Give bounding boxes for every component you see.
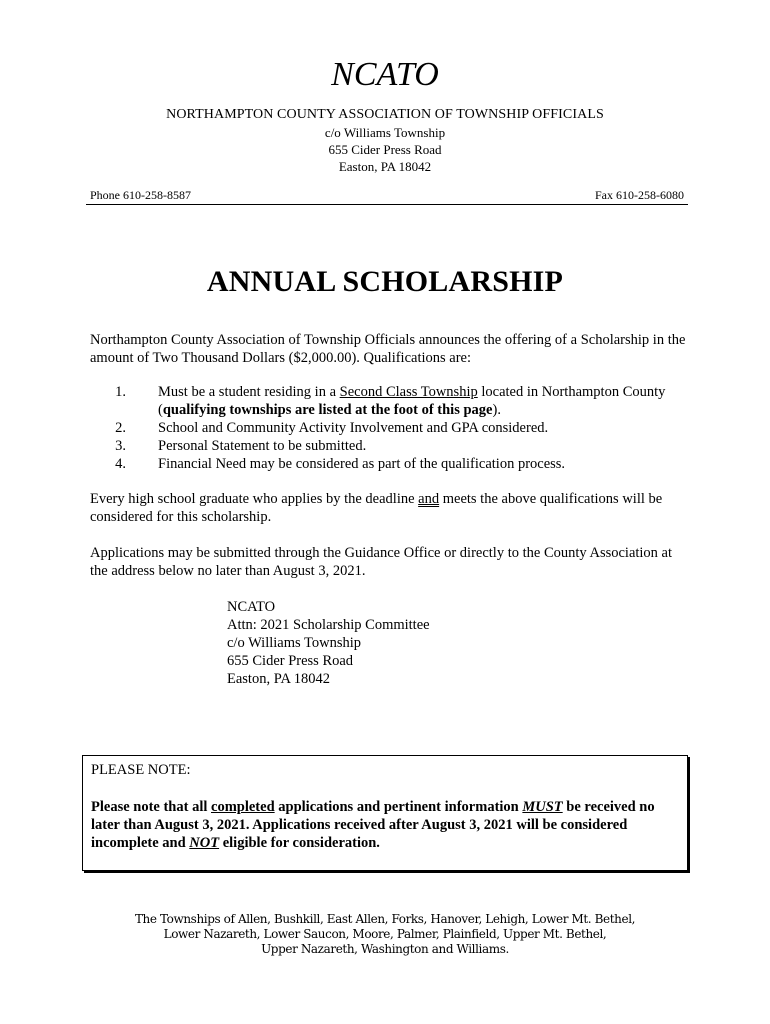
header-address-line-1: c/o Williams Township [324, 125, 446, 140]
footer-line: The Townships of Allen, Bushkill, East Allen, Forks, Hanover, Lehigh, Lower Mt. Bethel, [134, 912, 636, 926]
note-text-part: applications and pertinent information [274, 799, 523, 815]
list-item-text-part: located in Northampton County ( [158, 384, 666, 418]
header-address-line-3: Easton, PA 18042 [338, 159, 432, 174]
list-item [90, 383, 690, 419]
list-item-number: 3. [115, 438, 126, 454]
intro-paragraph: Northampton County Association of Township Officials announces the offering of a Scholarship in the amount of Two Thousand Dollars ($2,000.00). Qualifications are: [90, 332, 686, 366]
eligible-townships-footer [0, 912, 770, 957]
footer-line: Upper Nazareth, Washington and Williams. [261, 942, 509, 956]
list-item-text: School and Community Activity Involvement and GPA considered. [158, 420, 549, 436]
list-item-text-part: Must be a student residing in a [158, 384, 340, 400]
please-note-heading: PLEASE NOTE: [91, 762, 191, 778]
list-item-number: 1. [115, 384, 126, 400]
eligibility-text-part: Every high school graduate who applies by the deadline [90, 491, 419, 507]
list-item-text: Personal Statement to be submitted. [158, 438, 367, 454]
header-divider [86, 204, 688, 205]
not-emphasis: NOT [189, 835, 220, 851]
list-item-text: Financial Need may be considered as part of the qualification process. [158, 456, 566, 472]
note-text-part: Please note that all [91, 799, 212, 815]
list-item-text [158, 383, 690, 419]
note-text-part: be received no later than August 3, 2021. Applications received after August 3, 2021 will be considered incomplete and [91, 799, 655, 851]
mailing-address-line: NCATO [227, 599, 276, 615]
list-item-text-part: ). [492, 402, 501, 418]
list-item-number: 4. [115, 456, 126, 472]
qualifying-townships-note: qualifying townships are listed at the foot of this page [162, 402, 493, 418]
must-emphasis: MUST [522, 799, 563, 815]
list-item-number: 2. [115, 420, 126, 436]
second-class-township-term: Second Class Township [339, 384, 478, 400]
eligibility-text-part: meets the above qualifications will be considered for this scholarship. [90, 491, 663, 525]
phone-number: Phone 610-258-8587 [90, 188, 191, 202]
please-note-body [91, 798, 683, 852]
organization-name: NORTHAMPTON COUNTY ASSOCIATION OF TOWNSHIP OFFICIALS [166, 107, 604, 122]
note-text-part: eligible for consideration. [219, 835, 380, 851]
and-emphasis: and [418, 491, 440, 507]
mailing-address-line: c/o Williams Township [227, 635, 362, 651]
mailing-address-block [227, 598, 430, 688]
list-item [90, 437, 690, 455]
mailing-address-line: Easton, PA 18042 [227, 671, 330, 687]
list-item [90, 455, 690, 473]
mailing-address-line: 655 Cider Press Road [227, 653, 354, 669]
submission-paragraph: Applications may be submitted through the Guidance Office or directly to the County Association at the address below no later than August 3, 2021. [90, 545, 673, 579]
completed-emphasis: completed [211, 799, 275, 815]
header-address-line-2: 655 Cider Press Road [328, 142, 442, 157]
please-note-box [82, 755, 688, 871]
list-item [90, 419, 690, 437]
footer-line: Lower Nazareth, Lower Saucon, Moore, Palmer, Plainfield, Upper Mt. Bethel, [163, 927, 607, 941]
organization-logo-text: NCATO [331, 56, 439, 93]
document-title: ANNUAL SCHOLARSHIP [206, 265, 564, 298]
qualifications-list [90, 383, 690, 473]
mailing-address-line: Attn: 2021 Scholarship Committee [227, 617, 430, 633]
eligibility-paragraph [90, 490, 690, 526]
fax-number: Fax 610-258-6080 [595, 188, 684, 202]
